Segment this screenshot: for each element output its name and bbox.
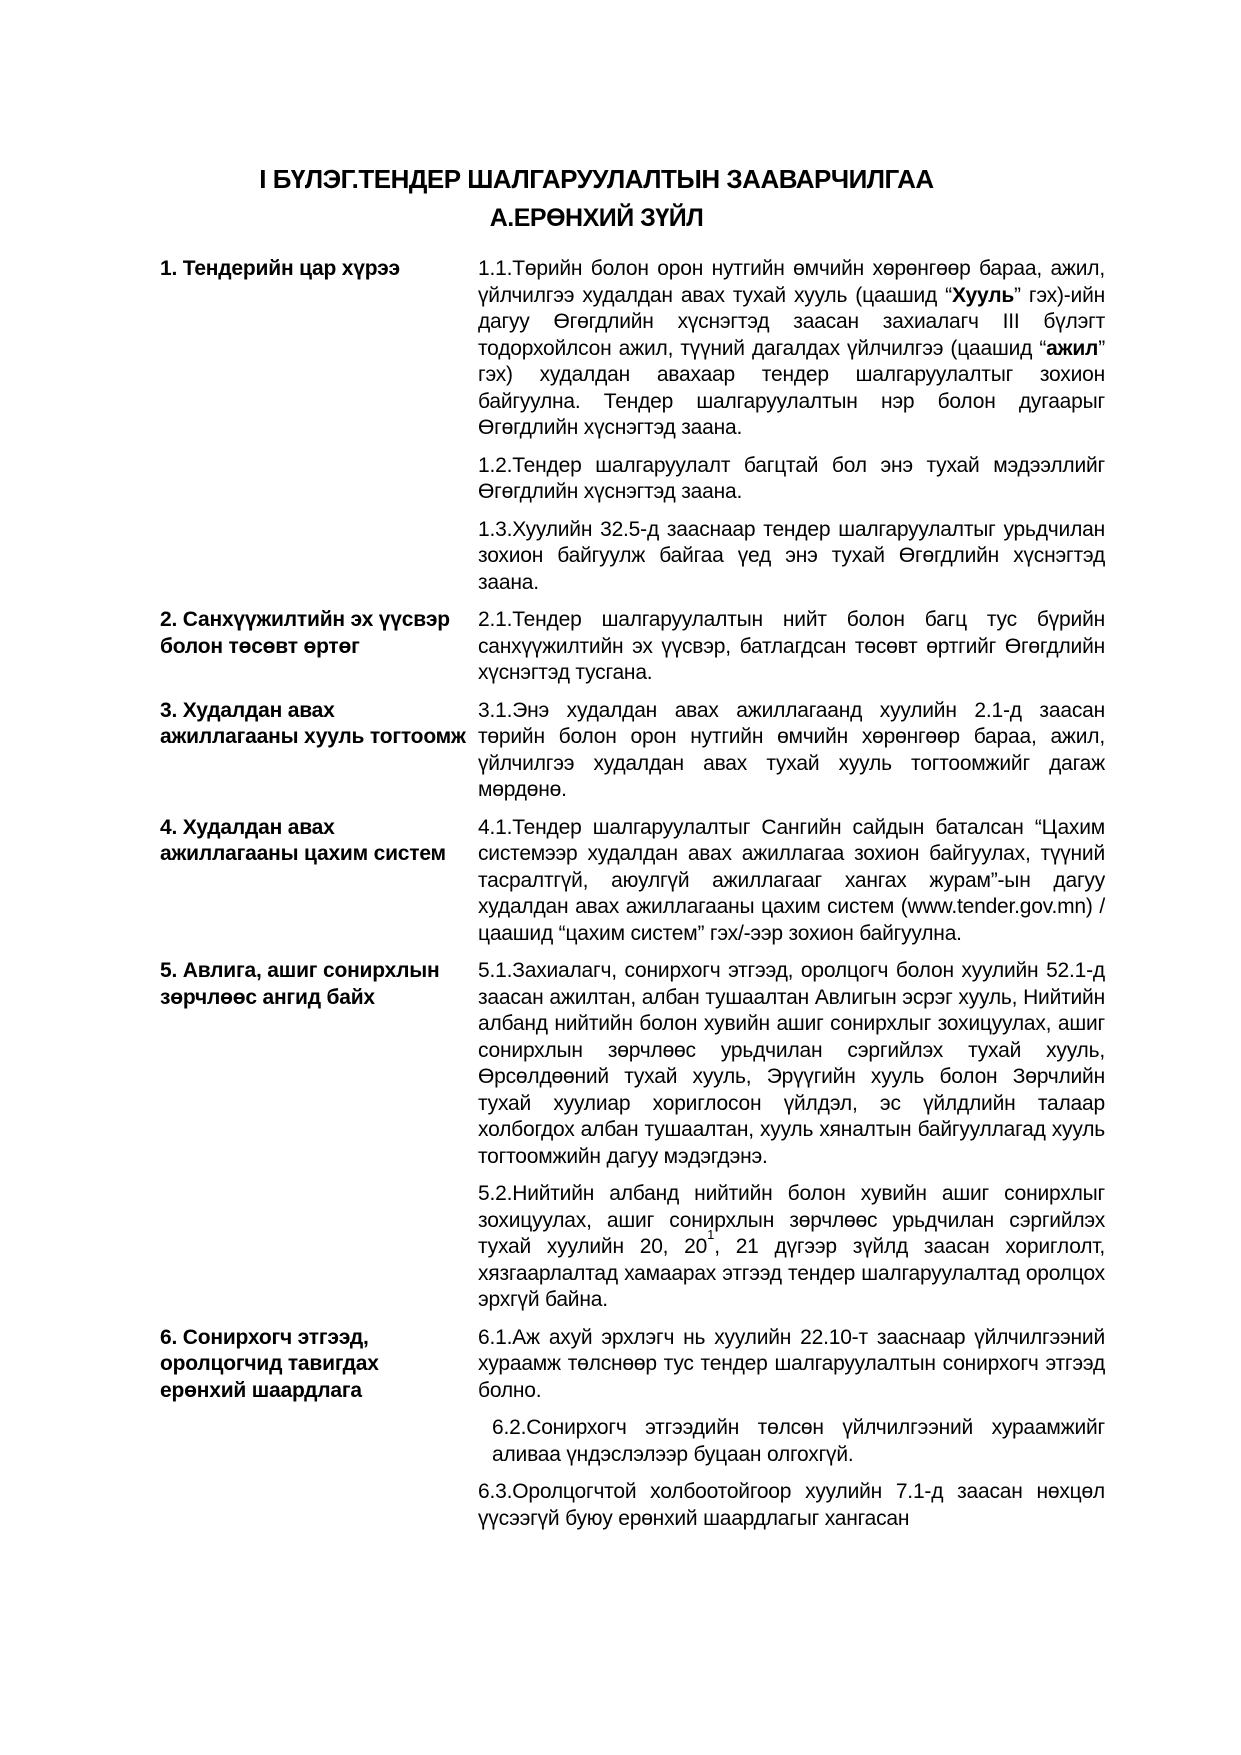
section-heading: 4. Худалдан авах ажиллагааны цахим систем [160,815,446,865]
text-run: 1.3.Хуулийн 32.5-д зааснаар тендер шалгаруулалтыг урьдчилан зохион байгуулж байгаа үед энэ тухай Өгөгдлийн хүснэгтэд заана. [478,517,1105,594]
text-run: ” гэх)-ийн дагуу Өгөгдлийн хүснэгтэд заасан захиалагч III бүлэгт тодорхойлсон ажил, түүний дагалдах үйлчилгээ (цаашид “ [478,283,1106,360]
text-run: , 21 дүгээр зүйлд заасан хориглолт, хязгаарлалтад хамаарах этгээд тендер шалгаруулалтад оролцох эрхгүй байна. [478,1235,1106,1311]
text-run: 5.1.Захиалагч, сонирхогч этгээд, оролцогч болон хуулийн 52.1-д заасан ажилтан, албан тушаалтан Авлигын эсрэг хууль, Нийтийн албанд нийтийн болон хувийн ашиг сонирхлыг зохицуулах, ашиг сонирхлын зөрчлөөс урьдчилан сэргийлэх тухай хууль, Өрсөлдөөний тухай хууль, Эрүүгийн хууль болон Зөрчлийн тухай хуулиар хориглосон үйлдэл, эс үйлдлийн талаар холбогдох албан тушаалтан, хууль хяналтын байгууллагад хууль тогтоомжийн дагуу мэдэгдэнэ. [478,959,1105,1168]
text-run: 4.1.Тендер шалгаруулалтыг Сангийн сайдын баталсан “Цахим системээр худалдан авах ажиллагаа зохион байгуулах, түүний тасралтгүй, аюулгүй ажиллагааг хангах журам”-ын дагуу худалдан авах ажиллагааны цахим систем (www.tender.gov.mn) /цаашид “цахим систем” гэх/-ээр зохион байгуулна. [478,815,1105,945]
bold-term: ажил [1046,336,1099,360]
paragraph [478,1415,1105,1468]
section-paragraphs [478,607,1105,698]
text-run: ” гэх) худалдан авахаар тендер шалгаруулалтыг зохион байгуулна. Тендер шалгаруулалтын нэр болон дугаарыг Өгөгдлийн хүснэгтэд заана. [478,336,1105,439]
section-heading: 5. Авлига, ашиг сонирхлын зөрчлөөс ангид байх [160,959,440,1009]
section-row [160,1325,1105,1544]
text-run: 2.1.Тендер шалгаруулалтын нийт болон багц тус бүрийн санхүүжилтийн эх үүсвэр, батлагдсан төсөвт өртгийг Өгөгдлийн хүснэгтэд тусгана. [478,608,1105,684]
section-heading: 6. Сонирхогч этгээд, оролцогчид тавигдах ерөнхий шаардлага [160,1325,379,1402]
section-row [160,698,1105,815]
paragraph [478,815,1105,948]
section-paragraphs [478,1325,1105,1544]
paragraph [478,1479,1105,1532]
paragraph [478,1325,1105,1405]
paragraph [478,256,1105,442]
section-row [160,607,1105,698]
text-run: 6.3.Оролцогчтой холбоотойгоор хуулийн 7.1-д заасан нөхцөл үүсээгүй буюу ерөнхий шаардлагыг хангасан [478,1480,1105,1530]
paragraph [478,958,1105,1170]
section-heading: 2. Санхүүжилтийн эх үүсвэр болон төсөвт өртөг [160,608,450,658]
section-heading: 3. Худалдан авах ажиллагааны хууль тогтоомж [160,698,466,748]
text-run: 1.2.Тендер шалгаруулалт багцтай бол энэ тухай мэдээллийг Өгөгдлийн хүснэгтэд заана. [478,453,1105,503]
document-title: I БҮЛЭГ.ТЕНДЕР ШАЛГАРУУЛАЛТЫН ЗААВАРЧИЛГАА [259,164,934,194]
section-row [160,256,1105,607]
text-run: 6.1.Аж ахуй эрхлэгч нь хуулийн 22.10-т зааснаар үйлчилгээний хураамж төлснөөр тус тендер шалгаруулалтын сонирхогч этгээд болно. [478,1325,1105,1402]
document-rows [160,256,1105,1543]
section-row [160,958,1105,1325]
section-paragraphs [478,815,1105,959]
document-subtitle: А.ЕРӨНХИЙ ЗҮЙЛ [489,204,704,232]
superscript-text: 1 [707,1227,715,1243]
section-paragraphs [478,958,1105,1325]
paragraph [478,698,1105,804]
paragraph [478,517,1105,597]
text-run: 3.1.Энэ худалдан авах ажиллагаанд хуулийн 2.1-д заасан төрийн болон орон нутгийн өмчийн хөрөнгөөр бараа, ажил, үйлчилгээ худалдан авах тухай хууль тогтоомжийг дагаж мөрдөнө. [478,698,1105,801]
text-run: 6.2.Сонирхогч этгээдийн төлсөн үйлчилгээний хураамжийг аливаа үндэслэлээр буцаан олгохгүй. [492,1416,1105,1466]
section-row [160,815,1105,959]
section-heading: 1. Тендерийн цар хүрээ [160,257,400,280]
text-run: 5.2.Нийтийн албанд нийтийн болон хувийн ашиг сонирхлыг зохицуулах, ашиг сонирхлын зөрчлөөс урьдчилан сэргийлэх тухай хуулийн 20, 20 [478,1182,1105,1258]
paragraph [478,1181,1105,1314]
section-paragraphs [478,698,1105,815]
section-paragraphs [478,256,1105,607]
paragraph [478,453,1105,506]
bold-term: Хууль [951,283,1015,307]
text-run: 1.1.Төрийн болон орон нутгийн өмчийн хөрөнгөөр бараа, ажил, үйлчилгээ худалдан авах тухай хууль (цаашид “ [478,257,1105,307]
paragraph [478,607,1105,687]
